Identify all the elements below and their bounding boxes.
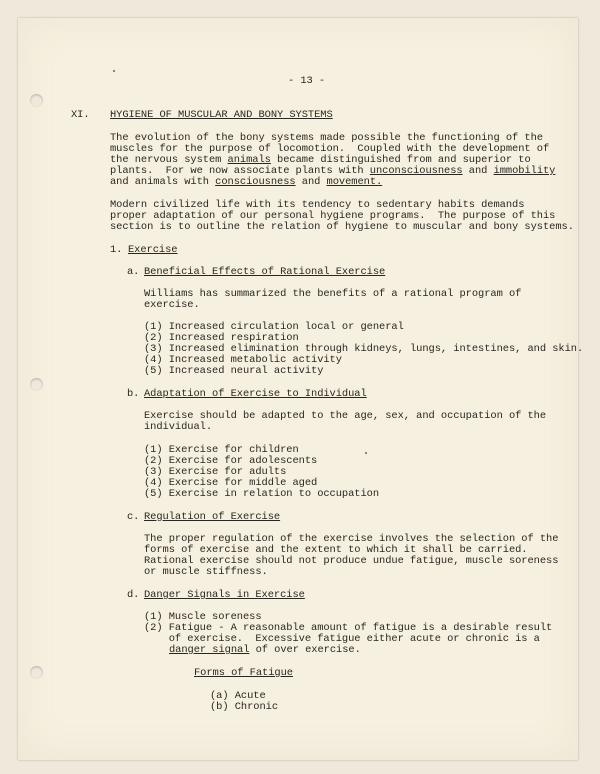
underlined-term: danger signal	[169, 644, 250, 656]
subsection-heading: Exercise	[128, 244, 178, 256]
paragraph-line: Modern civilized life with its tendency to sedentary habits demands	[110, 199, 525, 211]
punch-hole	[30, 666, 43, 679]
item-heading: Beneficial Effects of Rational Exercise	[144, 266, 386, 278]
underlined-term: movement.	[326, 176, 383, 188]
forms-heading: Forms of Fatigue	[194, 667, 293, 679]
underlined-term: unconsciousness	[369, 165, 463, 177]
page-number: - 13 -	[288, 75, 326, 87]
paragraph-line: The proper regulation of the exercise involves the selection of the	[144, 533, 559, 545]
list-item: (1) Increased circulation local or general	[144, 321, 404, 333]
paragraph-line: forms of exercise and the extent to which it shall be carried.	[144, 544, 528, 556]
item-heading: Regulation of Exercise	[144, 511, 281, 523]
subsection-number: 1.	[110, 244, 123, 256]
punch-hole	[30, 94, 43, 107]
paragraph-line: Exercise should be adapted to the age, sex, and occupation of the	[144, 410, 547, 422]
paragraph-line: The evolution of the bony systems made possible the functioning of the	[110, 132, 543, 144]
item-heading: Adaptation of Exercise to Individual	[144, 388, 367, 400]
item-letter: a.	[127, 266, 140, 278]
paragraph-line: the nervous system animals became distinguished from and superior to	[110, 154, 531, 166]
document-page	[18, 18, 584, 760]
list-item: (4) Increased metabolic activity	[144, 354, 342, 366]
list-item: (5) Exercise in relation to occupation	[144, 488, 380, 500]
item-letter: c.	[127, 511, 140, 523]
item-letter: d.	[127, 589, 140, 601]
underlined-term: immobility	[493, 165, 556, 177]
underlined-term: consciousness	[215, 176, 296, 188]
item-heading: Danger Signals in Exercise	[144, 589, 305, 601]
section-title: HYGIENE OF MUSCULAR AND BONY SYSTEMS	[110, 109, 333, 121]
list-item: (5) Increased neural activity	[144, 365, 324, 377]
item-letter: b.	[127, 388, 140, 400]
list-item: (3) Exercise for adults	[144, 466, 287, 478]
list-item: (4) Exercise for middle aged	[144, 477, 318, 489]
list-item: (1) Exercise for children	[144, 444, 299, 456]
paragraph-line: Williams has summarized the benefits of a rational program of	[144, 288, 522, 300]
list-item: (1) Muscle soreness	[144, 611, 262, 623]
paragraph-line: individual.	[144, 421, 213, 433]
paragraph-line: or muscle stiffness.	[144, 566, 268, 578]
punch-hole	[30, 378, 43, 391]
list-item: of exercise. Excessive fatigue either acute or chronic is a	[144, 633, 540, 645]
section-numeral: XI.	[71, 109, 90, 121]
list-item: (2) Fatigue - A reasonable amount of fatigue is a desirable result	[144, 622, 553, 634]
paragraph-line: Rational exercise should not produce undue fatigue, muscle soreness	[144, 555, 559, 567]
paragraph-line: proper adaptation of our personal hygiene programs. The purpose of this	[110, 210, 556, 222]
paper-speck	[365, 452, 367, 454]
list-item: (a) Acute	[210, 690, 266, 702]
paper-speck	[113, 70, 115, 72]
underlined-term: animals	[227, 154, 271, 166]
paragraph-line: and animals with consciousness and movement.	[110, 176, 383, 188]
paragraph-line: plants. For we now associate plants with unconsciousness and immobility	[110, 165, 556, 177]
list-item: (b) Chronic	[210, 701, 279, 713]
list-item: danger signal of over exercise.	[169, 644, 361, 656]
list-item: (2) Increased respiration	[144, 332, 299, 344]
list-item: (2) Exercise for adolescents	[144, 455, 318, 467]
paragraph-line: section is to outline the relation of hygiene to muscular and bony systems.	[110, 221, 574, 233]
paragraph-line: muscles for the purpose of locomotion. Coupled with the development of	[110, 143, 550, 155]
list-item: (3) Increased elimination through kidneys, lungs, intestines, and skin.	[144, 343, 584, 355]
paragraph-line: exercise.	[144, 299, 200, 311]
